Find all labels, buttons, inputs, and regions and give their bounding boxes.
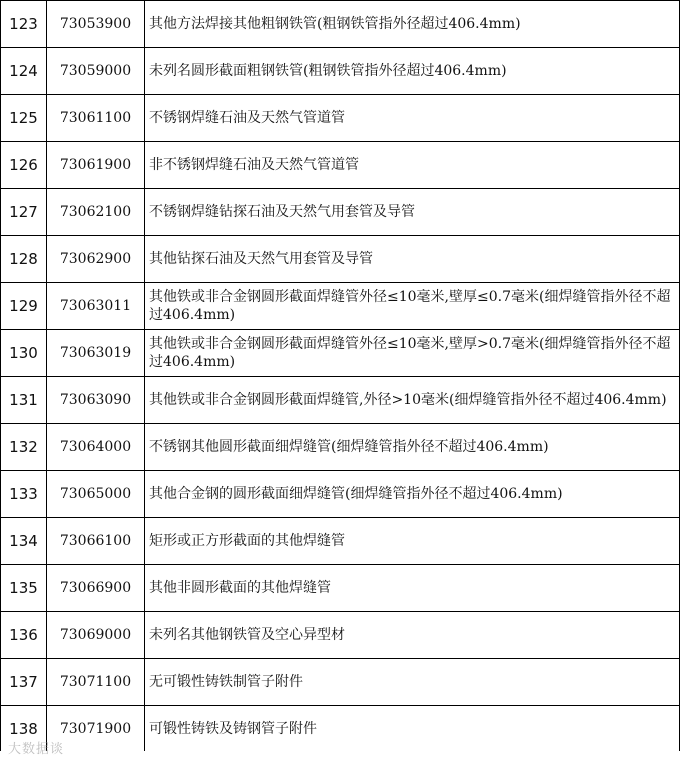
hs-code: 73062900 bbox=[47, 236, 145, 282]
hs-code: 73061900 bbox=[47, 142, 145, 188]
hs-code: 73066900 bbox=[47, 565, 145, 611]
item-description: 非不锈钢焊缝石油及天然气管道管 bbox=[145, 142, 680, 188]
table-row bbox=[1, 283, 680, 330]
row-index: 126 bbox=[1, 142, 47, 188]
row-index: 135 bbox=[1, 565, 47, 611]
hs-code: 73061100 bbox=[47, 95, 145, 141]
row-index: 125 bbox=[1, 95, 47, 141]
item-description: 其他铁或非合金钢圆形截面焊缝管外径≤10毫米,壁厚≤0.7毫米(细焊缝管指外径不超过406.4mm) bbox=[145, 283, 680, 329]
row-index: 123 bbox=[1, 1, 47, 47]
table-row bbox=[1, 48, 680, 95]
row-index: 136 bbox=[1, 612, 47, 658]
row-index: 134 bbox=[1, 518, 47, 564]
item-description: 其他钻探石油及天然气用套管及导管 bbox=[145, 236, 680, 282]
item-description: 其他方法焊接其他粗钢铁管(粗钢铁管指外径超过406.4mm) bbox=[145, 1, 680, 47]
table-row bbox=[1, 471, 680, 518]
hs-code: 73064000 bbox=[47, 424, 145, 470]
row-index: 138 bbox=[1, 706, 47, 751]
item-description: 其他合金钢的圆形截面细焊缝管(细焊缝管指外径不超过406.4mm) bbox=[145, 471, 680, 517]
hs-code: 73069000 bbox=[47, 612, 145, 658]
hs-code: 73059000 bbox=[47, 48, 145, 94]
table-row bbox=[1, 236, 680, 283]
hs-code: 73071900 bbox=[47, 706, 145, 751]
item-description: 不锈钢焊缝钻探石油及天然气用套管及导管 bbox=[145, 189, 680, 235]
item-description: 其他铁或非合金钢圆形截面焊缝管外径≤10毫米,壁厚>0.7毫米(细焊缝管指外径不超过406.4mm) bbox=[145, 330, 680, 376]
table-row bbox=[1, 330, 680, 377]
item-description: 不锈钢其他圆形截面细焊缝管(细焊缝管指外径不超过406.4mm) bbox=[145, 424, 680, 470]
item-description: 无可锻性铸铁制管子附件 bbox=[145, 659, 680, 705]
table-row bbox=[1, 424, 680, 471]
hs-code: 73065000 bbox=[47, 471, 145, 517]
table-row bbox=[1, 612, 680, 659]
table-row bbox=[1, 659, 680, 706]
row-index: 133 bbox=[1, 471, 47, 517]
row-index: 128 bbox=[1, 236, 47, 282]
item-description: 矩形或正方形截面的其他焊缝管 bbox=[145, 518, 680, 564]
hs-code: 73066100 bbox=[47, 518, 145, 564]
hs-code: 73063019 bbox=[47, 330, 145, 376]
table-row bbox=[1, 1, 680, 48]
table-row bbox=[1, 565, 680, 612]
hs-code: 73063011 bbox=[47, 283, 145, 329]
item-description: 不锈钢焊缝石油及天然气管道管 bbox=[145, 95, 680, 141]
row-index: 130 bbox=[1, 330, 47, 376]
table-row bbox=[1, 189, 680, 236]
item-description: 未列名其他钢铁管及空心异型材 bbox=[145, 612, 680, 658]
row-index: 127 bbox=[1, 189, 47, 235]
hs-code: 73053900 bbox=[47, 1, 145, 47]
table-row bbox=[1, 518, 680, 565]
watermark: 大数据谈 bbox=[8, 742, 65, 757]
hs-code: 73063090 bbox=[47, 377, 145, 423]
table-row bbox=[1, 95, 680, 142]
table-row bbox=[1, 377, 680, 424]
item-description: 未列名圆形截面粗钢铁管(粗钢铁管指外径超过406.4mm) bbox=[145, 48, 680, 94]
table-row bbox=[1, 706, 680, 751]
item-description: 其他非圆形截面的其他焊缝管 bbox=[145, 565, 680, 611]
row-index: 137 bbox=[1, 659, 47, 705]
row-index: 124 bbox=[1, 48, 47, 94]
item-description: 其他铁或非合金钢圆形截面焊缝管,外径>10毫米(细焊缝管指外径不超过406.4mm) bbox=[145, 377, 680, 423]
row-index: 132 bbox=[1, 424, 47, 470]
row-index: 129 bbox=[1, 283, 47, 329]
item-description: 可锻性铸铁及铸钢管子附件 bbox=[145, 706, 680, 751]
hs-code: 73062100 bbox=[47, 189, 145, 235]
hs-code: 73071100 bbox=[47, 659, 145, 705]
row-index: 131 bbox=[1, 377, 47, 423]
table-row bbox=[1, 142, 680, 189]
